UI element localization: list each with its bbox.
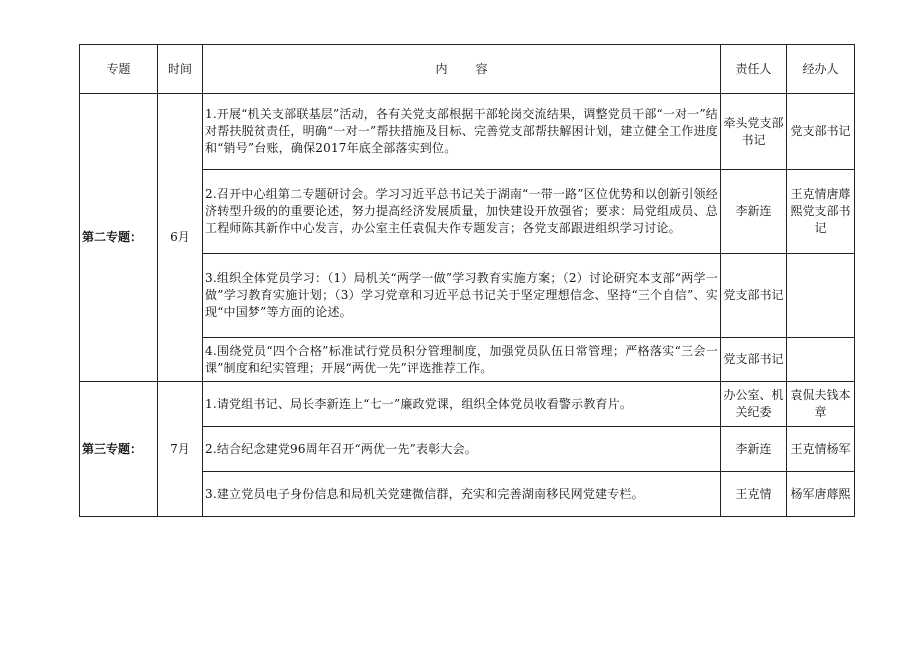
row-handler: 王克情杨军 (787, 427, 855, 472)
row-responsible: 牵头党支部书记 (721, 94, 787, 170)
row-responsible: 办公室、机关纪委 (721, 382, 787, 427)
table-header-row (80, 45, 855, 94)
row-responsible: 李新连 (721, 427, 787, 472)
section-time: 7月 (158, 382, 203, 517)
row-handler: 王克情唐蓐熙党支部书记 (787, 170, 855, 254)
header-topic: 专题 (80, 45, 158, 94)
table-row (80, 94, 855, 170)
section-topic: 第二专题： (80, 94, 158, 382)
header-content (203, 45, 721, 94)
header-time: 时间 (158, 45, 203, 94)
row-responsible: 李新连 (721, 170, 787, 254)
row-content: 1.请党组书记、局长李新连上“七一”廉政党课，组织全体党员收看警示教育片。 (203, 382, 721, 427)
row-content: 2.结合纪念建党96周年召开“两优一先”表彰大会。 (203, 427, 721, 472)
section-topic: 第三专题： (80, 382, 158, 517)
row-responsible: 党支部书记 (721, 338, 787, 382)
row-handler: 杨军唐蓐熙 (787, 472, 855, 517)
section-time: 6月 (158, 94, 203, 382)
row-handler (787, 338, 855, 382)
row-content: 2.召开中心组第二专题研讨会。学习习近平总书记关于湖南“一带一路”区位优势和以创新引领经济转型升级的的重要论述，努力提高经济发展质量，加快建设开放强省；要求：局党组成员、总工程师陈其新作中心发言，办公室主任袁侃夫作专题发言；各党支部跟进组织学习讨论。 (203, 170, 721, 254)
row-responsible: 王克情 (721, 472, 787, 517)
row-handler: 党支部书记 (787, 94, 855, 170)
row-content: 1.开展“机关支部联基层”活动，各有关党支部根据干部轮岗交流结果，调整党员干部“一对一”结对帮扶脱贫责任，明确“一对一”帮扶措施及目标、完善党支部帮扶解困计划，建立健全工作进度和“销号”台账，确保2017年底全部落实到位。 (203, 94, 721, 170)
row-responsible: 党支部书记 (721, 254, 787, 338)
table-row (80, 382, 855, 427)
row-content: 3.组织全体党员学习：（1）局机关“两学一做”学习教育实施方案；（2）讨论研究本支部“两学一做”学习教育实施计划；（3）学习党章和习近平总书记关于坚定理想信念、坚持“三个自信”、实现“中国梦”等方面的论述。 (203, 254, 721, 338)
work-plan-table (79, 44, 855, 517)
header-handler: 经办人 (787, 45, 855, 94)
row-handler (787, 254, 855, 338)
row-content: 4.围绕党员“四个合格”标准试行党员积分管理制度，加强党员队伍日常管理；严格落实“三会一课”制度和纪实管理；开展“两优一先”评选推荐工作。 (203, 338, 721, 382)
header-content-label: 内容 (435, 61, 516, 76)
row-handler: 袁侃夫钱本章 (787, 382, 855, 427)
row-content: 3.建立党员电子身份信息和局机关党建微信群，充实和完善湖南移民网党建专栏。 (203, 472, 721, 517)
header-responsible: 责任人 (721, 45, 787, 94)
